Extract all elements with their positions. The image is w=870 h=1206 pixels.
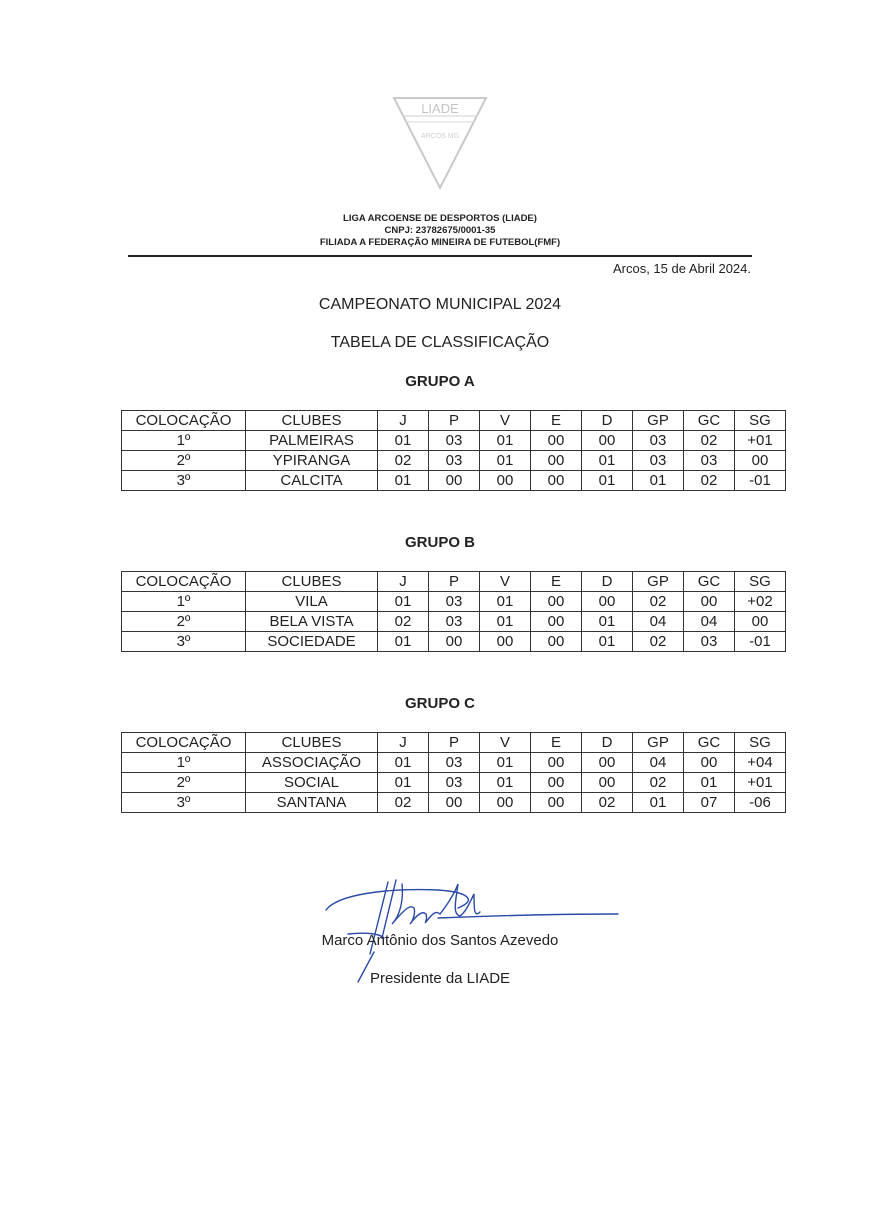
- column-header: V: [480, 572, 531, 592]
- stat-cell: 03: [429, 612, 480, 632]
- club-cell: SOCIEDADE: [246, 632, 378, 652]
- column-header: J: [378, 733, 429, 753]
- stat-cell: 00: [582, 773, 633, 793]
- stat-cell: 01: [480, 753, 531, 773]
- stat-cell: 03: [684, 451, 735, 471]
- stat-cell: 03: [429, 431, 480, 451]
- stat-cell: 00: [531, 612, 582, 632]
- stat-cell: 00: [531, 592, 582, 612]
- document-date: Arcos, 15 de Abril 2024.: [612, 261, 751, 276]
- club-cell: YPIRANGA: [246, 451, 378, 471]
- stat-cell: 00: [684, 753, 735, 773]
- column-header: E: [531, 411, 582, 431]
- stat-cell: 03: [633, 451, 684, 471]
- club-cell: SOCIAL: [246, 773, 378, 793]
- stat-cell: 01: [582, 471, 633, 491]
- stat-cell: +01: [735, 773, 786, 793]
- stat-cell: 02: [684, 431, 735, 451]
- signatory-name: Marco Antônio dos Santos Azevedo: [321, 932, 559, 949]
- signatory-role: Presidente da LIADE: [369, 970, 511, 987]
- stat-cell: 01: [378, 592, 429, 612]
- column-header: SG: [735, 572, 786, 592]
- stat-cell: 01: [378, 431, 429, 451]
- logo-shield-icon: [392, 96, 488, 190]
- stat-cell: 00: [531, 753, 582, 773]
- stat-cell: 01: [582, 632, 633, 652]
- club-cell: CALCITA: [246, 471, 378, 491]
- column-header: GP: [633, 733, 684, 753]
- column-header: CLUBES: [246, 572, 378, 592]
- stat-cell: 04: [633, 753, 684, 773]
- column-header: SG: [735, 733, 786, 753]
- position-cell: 1º: [122, 753, 246, 773]
- stat-cell: 01: [480, 612, 531, 632]
- stat-cell: -01: [735, 632, 786, 652]
- position-cell: 1º: [122, 431, 246, 451]
- column-header: P: [429, 733, 480, 753]
- stat-cell: 00: [531, 451, 582, 471]
- column-header: V: [480, 411, 531, 431]
- table-header-row: [122, 572, 786, 592]
- table-row: [122, 451, 786, 471]
- stat-cell: 01: [633, 471, 684, 491]
- club-cell: ASSOCIAÇÃO: [246, 753, 378, 773]
- stat-cell: 01: [582, 451, 633, 471]
- stat-cell: 01: [480, 773, 531, 793]
- column-header: P: [429, 411, 480, 431]
- stat-cell: 02: [633, 592, 684, 612]
- stat-cell: 01: [378, 773, 429, 793]
- column-header: COLOCAÇÃO: [122, 572, 246, 592]
- table-row: [122, 471, 786, 491]
- stat-cell: 01: [480, 431, 531, 451]
- stat-cell: 01: [480, 451, 531, 471]
- league-name: LIGA ARCOENSE DE DESPORTOS (LIADE): [343, 213, 537, 224]
- column-header: D: [582, 572, 633, 592]
- stat-cell: 01: [633, 793, 684, 813]
- standings-table: [121, 571, 786, 652]
- stat-cell: 00: [480, 793, 531, 813]
- position-cell: 3º: [122, 793, 246, 813]
- column-header: GP: [633, 572, 684, 592]
- stat-cell: 00: [480, 632, 531, 652]
- table-row: [122, 632, 786, 652]
- stat-cell: -06: [735, 793, 786, 813]
- stat-cell: 00: [582, 431, 633, 451]
- header-divider: [128, 255, 752, 257]
- column-header: E: [531, 733, 582, 753]
- stat-cell: 00: [735, 451, 786, 471]
- table-row: [122, 753, 786, 773]
- stat-cell: +04: [735, 753, 786, 773]
- column-header: COLOCAÇÃO: [122, 411, 246, 431]
- table-row: [122, 431, 786, 451]
- table-row: [122, 612, 786, 632]
- column-header: D: [582, 411, 633, 431]
- group-title: GRUPO A: [405, 373, 475, 390]
- club-cell: SANTANA: [246, 793, 378, 813]
- stat-cell: 00: [531, 793, 582, 813]
- stat-cell: 02: [378, 612, 429, 632]
- column-header: CLUBES: [246, 411, 378, 431]
- column-header: J: [378, 572, 429, 592]
- column-header: J: [378, 411, 429, 431]
- stat-cell: 00: [531, 431, 582, 451]
- column-header: D: [582, 733, 633, 753]
- stat-cell: 02: [633, 632, 684, 652]
- club-cell: BELA VISTA: [246, 612, 378, 632]
- column-header: COLOCAÇÃO: [122, 733, 246, 753]
- stat-cell: 03: [429, 592, 480, 612]
- club-cell: VILA: [246, 592, 378, 612]
- stat-cell: 01: [480, 592, 531, 612]
- stat-cell: 00: [582, 592, 633, 612]
- position-cell: 3º: [122, 471, 246, 491]
- stat-cell: 04: [684, 612, 735, 632]
- logo-title: LIADE: [421, 101, 459, 116]
- stat-cell: 03: [429, 753, 480, 773]
- table-row: [122, 592, 786, 612]
- table-row: [122, 793, 786, 813]
- stat-cell: 01: [684, 773, 735, 793]
- column-header: V: [480, 733, 531, 753]
- stat-cell: 01: [378, 753, 429, 773]
- group-title: GRUPO B: [404, 534, 475, 551]
- championship-title: CAMPEONATO MUNICIPAL 2024: [318, 296, 562, 313]
- position-cell: 2º: [122, 612, 246, 632]
- column-header: GC: [684, 733, 735, 753]
- standings-table: [121, 732, 786, 813]
- position-cell: 2º: [122, 451, 246, 471]
- club-cell: PALMEIRAS: [246, 431, 378, 451]
- stat-cell: 00: [429, 632, 480, 652]
- column-header: GP: [633, 411, 684, 431]
- stat-cell: 00: [531, 773, 582, 793]
- stat-cell: 00: [582, 753, 633, 773]
- stat-cell: 03: [633, 431, 684, 451]
- stat-cell: 02: [378, 451, 429, 471]
- league-cnpj: CNPJ: 23782675/0001-35: [384, 225, 496, 236]
- stat-cell: +02: [735, 592, 786, 612]
- column-header: E: [531, 572, 582, 592]
- position-cell: 3º: [122, 632, 246, 652]
- stat-cell: +01: [735, 431, 786, 451]
- table-header-row: [122, 411, 786, 431]
- table-header-row: [122, 733, 786, 753]
- stat-cell: 03: [429, 773, 480, 793]
- column-header: CLUBES: [246, 733, 378, 753]
- position-cell: 2º: [122, 773, 246, 793]
- stat-cell: 00: [429, 471, 480, 491]
- stat-cell: 00: [429, 793, 480, 813]
- stat-cell: 03: [429, 451, 480, 471]
- league-affiliation: FILIADA A FEDERAÇÃO MINEIRA DE FUTEBOL(FMF): [319, 237, 561, 248]
- stat-cell: 02: [633, 773, 684, 793]
- column-header: SG: [735, 411, 786, 431]
- column-header: P: [429, 572, 480, 592]
- group-title: GRUPO C: [404, 695, 475, 712]
- standings-table: [121, 410, 786, 491]
- stat-cell: 01: [582, 612, 633, 632]
- stat-cell: -01: [735, 471, 786, 491]
- stat-cell: 04: [633, 612, 684, 632]
- stat-cell: 01: [378, 471, 429, 491]
- stat-cell: 02: [582, 793, 633, 813]
- logo-subtitle: ARCOS MG: [420, 133, 460, 140]
- table-row: [122, 773, 786, 793]
- stat-cell: 07: [684, 793, 735, 813]
- column-header: GC: [684, 411, 735, 431]
- stat-cell: 02: [684, 471, 735, 491]
- standings-title: TABELA DE CLASSIFICAÇÃO: [330, 334, 550, 351]
- stat-cell: 02: [378, 793, 429, 813]
- stat-cell: 00: [684, 592, 735, 612]
- stat-cell: 00: [531, 471, 582, 491]
- handwritten-signature: [318, 874, 628, 984]
- liade-logo: [392, 96, 488, 190]
- league-header: [128, 213, 752, 249]
- position-cell: 1º: [122, 592, 246, 612]
- stat-cell: 00: [531, 632, 582, 652]
- stat-cell: 03: [684, 632, 735, 652]
- stat-cell: 00: [735, 612, 786, 632]
- stat-cell: 00: [480, 471, 531, 491]
- stat-cell: 01: [378, 632, 429, 652]
- column-header: GC: [684, 572, 735, 592]
